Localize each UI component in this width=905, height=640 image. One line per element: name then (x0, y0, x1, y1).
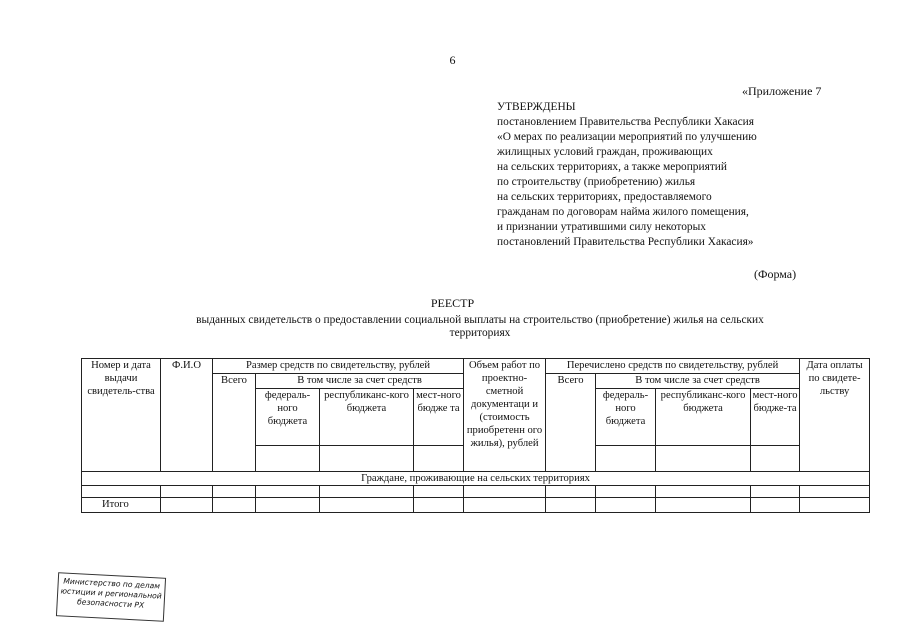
total-row-label: Итого (82, 498, 161, 513)
header-total-2: Всего (546, 374, 596, 472)
approval-line: гражданам по договорам найма жилого помещения, (497, 206, 749, 218)
stamp-line: юстиции и региональной (60, 586, 162, 601)
header-payment-date: Дата оплаты по свидете-льству (800, 359, 870, 472)
header-federal-2: федераль-ного бюджета (596, 389, 656, 446)
table-cell (320, 446, 414, 472)
registry-subtitle (140, 314, 820, 340)
section-row-citizens: Граждане, проживающие на сельских территориях (82, 472, 870, 486)
approval-line: на сельских территориях, предоставляемого (497, 191, 712, 203)
table-cell (596, 498, 656, 513)
table-cell (800, 486, 870, 498)
header-incl-1: В том числе за счет средств (256, 374, 464, 389)
table-cell (596, 446, 656, 472)
approval-line: постановлений Правительства Республики Хакасия» (497, 236, 754, 248)
table-cell (546, 486, 596, 498)
approval-line: «О мерах по реализации мероприятий по улучшению (497, 131, 757, 143)
registry-table (81, 358, 870, 513)
form-note: (Форма) (754, 267, 797, 281)
stamp-line: безопасности РХ (76, 597, 145, 610)
table-cell (414, 486, 464, 498)
appendix-label: «Приложение 7 (742, 84, 822, 98)
table-cell (320, 486, 414, 498)
header-fio: Ф.И.О (161, 359, 213, 472)
table-cell (256, 446, 320, 472)
header-republic-2: республиканс-кого бюджета (656, 389, 751, 446)
approval-heading: УТВЕРЖДЕНЫ (497, 101, 576, 113)
table-cell (596, 486, 656, 498)
approval-line: и признании утратившими силу некоторых (497, 221, 706, 233)
header-local-2: мест-ного бюдже-та (751, 389, 800, 446)
approval-line: по строительству (приобретению) жилья (497, 176, 696, 188)
table-cell (464, 498, 546, 513)
table-cell (161, 498, 213, 513)
header-local-1: мест-ного бюдже та (414, 389, 464, 446)
table-cell (414, 498, 464, 513)
header-work-volume: Объем работ по проектно-сметной документаци и (стоимость приобретенн ого жилья), рублей (464, 359, 546, 472)
header-incl-2: В том числе за счет средств (596, 374, 800, 389)
approval-line: жилищных условий граждан, проживающих (497, 146, 713, 158)
header-total-1: Всего (213, 374, 256, 472)
header-transferred-group: Перечислено средств по свидетельству, рублей (546, 359, 800, 374)
registry-subtitle-line: выданных свидетельств о предоставлении социальной выплаты на строительство (приобретение) жилья на сельских (196, 314, 764, 326)
header-republic-1: республиканс-кого бюджета (320, 389, 414, 446)
approval-line: на сельских территориях, а также мероприятий (497, 161, 728, 173)
page-number: 6 (449, 53, 456, 67)
table-cell (546, 498, 596, 513)
table-cell (656, 486, 751, 498)
table-cell (751, 486, 800, 498)
table-cell (320, 498, 414, 513)
table-cell (464, 486, 546, 498)
table-cell (751, 498, 800, 513)
table-cell (213, 498, 256, 513)
header-number-date: Номер и дата выдачи свидетель-ства (82, 359, 161, 472)
approval-line: постановлением Правительства Республики Хакасия (497, 116, 754, 128)
ministry-stamp (56, 572, 166, 622)
registry-title: РЕЕСТР (430, 296, 475, 310)
stamp-line: Министерство по делам (63, 576, 161, 591)
table-cell (414, 446, 464, 472)
approval-block (497, 100, 757, 250)
table-cell (751, 446, 800, 472)
table-cell (213, 486, 256, 498)
table-cell (656, 498, 751, 513)
table-cell (256, 486, 320, 498)
table-cell (161, 486, 213, 498)
table-cell (82, 486, 161, 498)
header-size-group: Размер средств по свидетельству, рублей (213, 359, 464, 374)
table-cell (800, 498, 870, 513)
registry-subtitle-line: территориях (449, 327, 511, 339)
table-cell (656, 446, 751, 472)
header-federal-1: федераль-ного бюджета (256, 389, 320, 446)
table-cell (256, 498, 320, 513)
